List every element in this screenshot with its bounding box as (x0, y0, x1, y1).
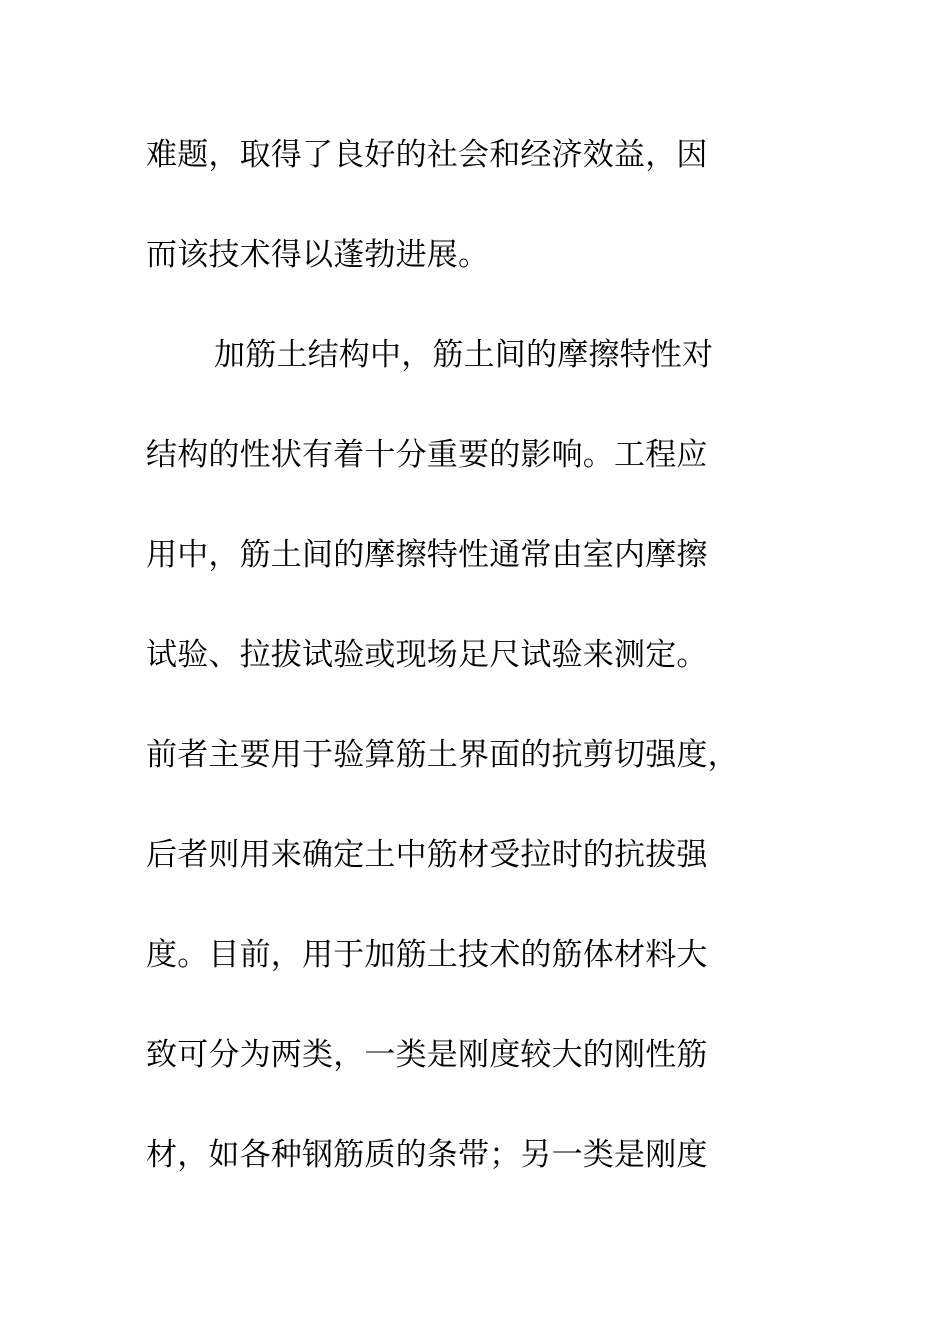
paragraph-start-line: 加筋土结构中，筋土间的摩擦特性对 (214, 337, 714, 373)
text-line: 而该技术得以蓬勃进展。 (146, 237, 490, 273)
text-line: 致可分为两类，一类是刚度较大的刚性筋 (146, 1037, 708, 1073)
text-line: 度。目前，用于加筋土技术的筋体材料大 (146, 937, 708, 973)
text-line: 材，如各种钢筋质的条带；另一类是刚度 (146, 1137, 708, 1173)
text-line: 用中，筋土间的摩擦特性通常由室内摩擦 (146, 537, 708, 573)
text-line: 前者主要用于验算筋土界面的抗剪切强度， (146, 737, 739, 773)
text-line: 试验、拉拔试验或现场足尺试验来测定。 (146, 637, 708, 673)
text-line: 难题，取得了良好的社会和经济效益，因 (146, 137, 708, 173)
text-line: 结构的性状有着十分重要的影响。工程应 (146, 437, 708, 473)
body-text (146, 127, 786, 1227)
text-line: 后者则用来确定土中筋材受拉时的抗拔强 (146, 837, 708, 873)
